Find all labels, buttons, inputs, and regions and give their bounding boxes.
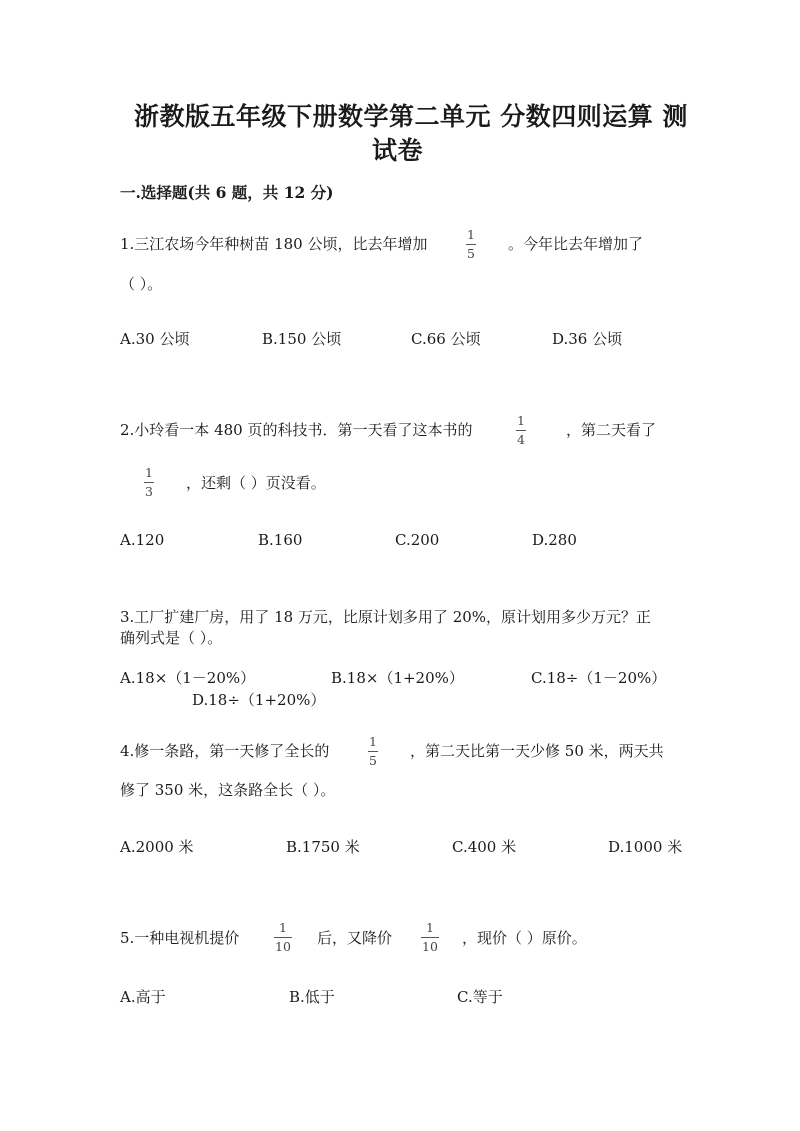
question-5-option-b[interactable]: B.低于 <box>289 988 335 1006</box>
question-4-fraction <box>368 735 378 768</box>
question-5-option-a[interactable]: A.高于 <box>120 988 166 1006</box>
question-5-stem-a: 5.一种电视机提价 <box>120 929 240 947</box>
question-4-stem-a: 4.修一条路，第一天修了全长的 <box>120 742 330 760</box>
fraction-denominator: 3 <box>145 484 153 499</box>
question-1-stem-b: 。今年比去年增加了 <box>508 235 644 253</box>
question-2-option-c[interactable]: C.200 <box>395 531 440 549</box>
question-2-stem-b: ，第二天看了 <box>566 421 657 439</box>
question-4-option-d[interactable]: D.1000 米 <box>608 838 683 856</box>
question-4-option-b[interactable]: B.1750 米 <box>286 838 360 856</box>
question-5-fraction-2 <box>421 921 439 954</box>
question-1-stem-c: （ ）。 <box>120 275 163 293</box>
question-2-fraction-1 <box>516 414 526 447</box>
question-2-option-d[interactable]: D.280 <box>532 531 577 549</box>
question-3-option-c[interactable]: C.18÷（1－20%） <box>531 669 667 687</box>
question-5-option-c[interactable]: C.等于 <box>457 988 503 1006</box>
fraction-numerator: 1 <box>278 920 287 935</box>
question-5-stem-b: 后，又降价 <box>317 929 393 947</box>
question-1-stem-a: 1.三江农场今年种树苗 180 公顷，比去年增加 <box>120 235 428 253</box>
question-4-option-c[interactable]: C.400 米 <box>452 838 517 856</box>
question-4-option-a[interactable]: A.2000 米 <box>120 838 194 856</box>
question-2-stem-a: 2.小玲看一本 480 页的科技书．第一天看了这本书的 <box>120 421 473 439</box>
page-title-line1: 浙教版五年级下册数学第二单元 分数四则运算 测 <box>134 102 688 131</box>
fraction-numerator: 1 <box>369 734 377 749</box>
question-4-stem-b: ，第二天比第一天少修 50 米，两天共 <box>410 742 664 760</box>
question-3-option-a[interactable]: A.18×（1－20%） <box>120 669 256 687</box>
question-2-option-b[interactable]: B.160 <box>258 531 303 549</box>
question-1-option-b[interactable]: B.150 公顷 <box>262 330 342 348</box>
fraction-numerator: 1 <box>517 413 525 428</box>
fraction-denominator: 5 <box>467 246 475 261</box>
question-1-option-a[interactable]: A.30 公顷 <box>120 330 190 348</box>
question-1-option-c[interactable]: C.66 公顷 <box>411 330 481 348</box>
question-3-option-b[interactable]: B.18×（1+20%） <box>331 669 464 687</box>
fraction-denominator: 10 <box>422 939 438 954</box>
section-heading: 一.选择题(共 6 题，共 12 分) <box>120 183 334 202</box>
question-5-stem-c: ，现价（ ）原价。 <box>462 929 587 947</box>
fraction-numerator: 1 <box>467 227 475 242</box>
question-4-stem-c: 修了 350 米，这条路全长（ ）。 <box>120 781 336 799</box>
page-title-line2: 试卷 <box>372 136 424 165</box>
question-2-fraction-2 <box>144 466 154 499</box>
fraction-denominator: 4 <box>517 432 525 447</box>
fraction-denominator: 5 <box>369 753 377 768</box>
question-1-option-d[interactable]: D.36 公顷 <box>552 330 623 348</box>
question-5-fraction-1 <box>274 921 292 954</box>
question-3-stem-a: 3.工厂扩建厂房，用了 18 万元，比原计划多用了 20%，原计划用多少万元？正 <box>120 608 652 626</box>
question-2-stem-c: ，还剩（ ）页没看。 <box>186 474 326 492</box>
question-3-stem-b: 确列式是（ ）。 <box>120 629 223 647</box>
fraction-denominator: 10 <box>275 939 291 954</box>
fraction-numerator: 1 <box>145 465 153 480</box>
question-2-option-a[interactable]: A.120 <box>120 531 165 549</box>
question-1-fraction <box>466 228 476 261</box>
question-3-option-d[interactable]: D.18÷（1+20%） <box>192 691 326 709</box>
fraction-numerator: 1 <box>425 920 434 935</box>
